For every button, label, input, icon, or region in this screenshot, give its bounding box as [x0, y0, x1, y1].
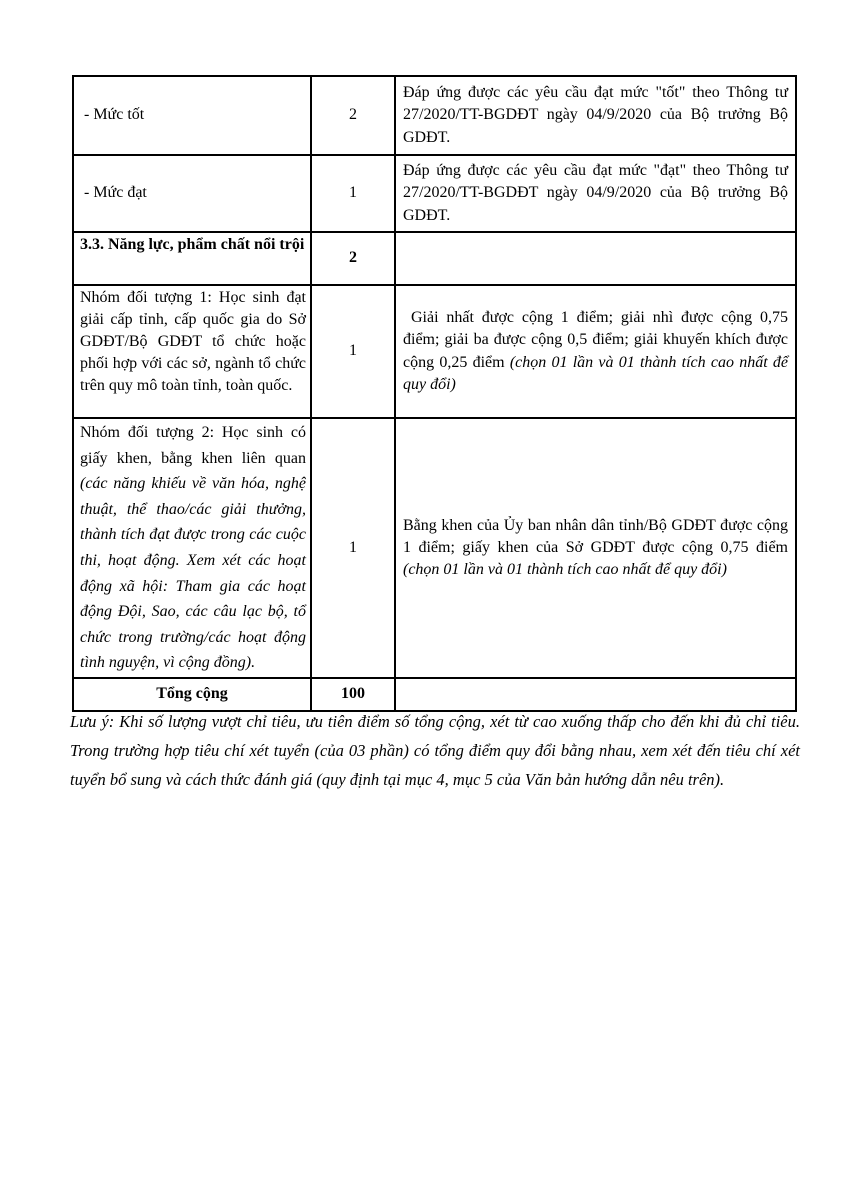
- table-row-nhom-doi-tuong-2: [73, 418, 796, 678]
- section-heading-cell: 3.3. Năng lực, phẩm chất nổi trội: [73, 232, 311, 285]
- description-italic-text: (chọn 01 lần và 01 thành tích cao nhất để quy đổi): [403, 561, 727, 578]
- criteria-table: [72, 75, 797, 712]
- description-cell: [395, 232, 796, 285]
- description-cell: [395, 285, 796, 418]
- criteria-italic-text: (các năng khiếu về văn hóa, nghệ thuật, thể thao/các giải thưởng, thành tích đạt được trong các cuộc thi, hoạt động. Xem xét các hoạt động xã hội: Tham gia các hoạt động Đội, Sao, các câu lạc bộ, tổ chức trong trường/các hoạt động tình nguyện, vì cộng đồng).: [80, 475, 306, 672]
- note-text: Lưu ý: Khi số lượng vượt chỉ tiêu, ưu tiên điểm số tổng cộng, xét từ cao xuống thấp cho đến khi đủ chỉ tiêu. Trong trường hợp tiêu chí xét tuyển (của 03 phần) có tổng điểm quy đổi bằng nhau, xem xét đến tiêu chí xét tuyển bổ sung và cách thức đánh giá (quy định tại mục 4, mục 5 của Văn bản hướng dẫn nêu trên).: [70, 712, 800, 789]
- criteria-text: Nhóm đối tượng 2: Học sinh có giấy khen, bằng khen liên quan: [80, 424, 306, 467]
- points-cell: 2: [311, 76, 395, 155]
- table-row-section-33: [73, 232, 796, 285]
- table-row-muc-tot: [73, 76, 796, 155]
- description-cell: Đáp ứng được các yêu cầu đạt mức "đạt" theo Thông tư 27/2020/TT-BGDĐT ngày 04/9/2020 của Bộ trưởng Bộ GDĐT.: [395, 155, 796, 232]
- description-cell: [395, 418, 796, 678]
- description-italic-text: (chọn 01 lần và 01 thành tích cao nhất để quy đổi): [403, 353, 789, 393]
- points-cell: 2: [311, 232, 395, 285]
- table-row-total: [73, 678, 796, 711]
- description-text: Bằng khen của Ủy ban nhân dân tỉnh/Bộ GDĐT được cộng 1 điểm; giấy khen của Sở GDĐT được cộng 0,75 điểm: [403, 516, 788, 556]
- total-label-cell: Tổng cộng: [73, 678, 311, 711]
- points-cell: 1: [311, 418, 395, 678]
- criteria-cell: [73, 418, 311, 678]
- criteria-cell: - Mức đạt: [73, 155, 311, 232]
- description-cell: Đáp ứng được các yêu cầu đạt mức "tốt" theo Thông tư 27/2020/TT-BGDĐT ngày 04/9/2020 của Bộ trưởng Bộ GDĐT.: [395, 76, 796, 155]
- points-cell: 1: [311, 155, 395, 232]
- criteria-cell: - Mức tốt: [73, 76, 311, 155]
- description-cell: [395, 678, 796, 711]
- description-text: Giải nhất được cộng 1 điểm; giải nhì được cộng 0,75 điểm; giải ba được cộng 0,5 điểm; giải khuyến khích được cộng 0,25 điểm: [403, 309, 788, 371]
- criteria-cell: Nhóm đối tượng 1: Học sinh đạt giải cấp tỉnh, cấp quốc gia do Sở GDĐT/Bộ GDĐT tổ chức hoặc phối hợp với các sở, ngành tổ chức trên quy mô toàn tỉnh, toàn quốc.: [73, 285, 311, 418]
- total-points-cell: 100: [311, 678, 395, 711]
- table-row-muc-dat: [73, 155, 796, 232]
- table-row-nhom-doi-tuong-1: [73, 285, 796, 418]
- points-cell: 1: [311, 285, 395, 418]
